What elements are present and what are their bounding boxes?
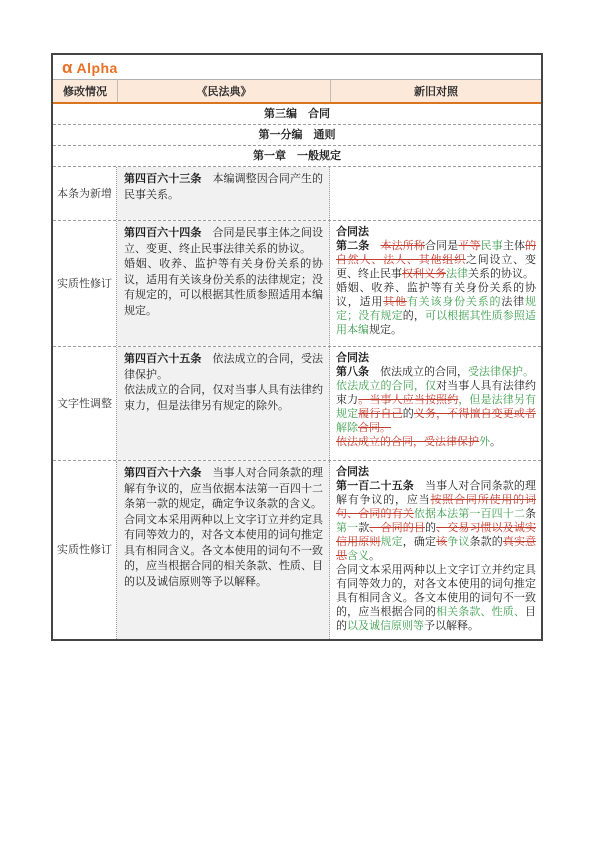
table-row-article-463 xyxy=(53,167,541,221)
table-header-row xyxy=(53,80,541,104)
header-col-comparison: 新旧对照 xyxy=(330,80,541,102)
table-row-article-465 xyxy=(53,347,541,461)
section-row-chapter: 第一章 一般规定 xyxy=(53,146,541,167)
header-col-modification: 修改情况 xyxy=(63,86,107,98)
comparison-text: 合同法 第八条 依法成立的合同，受法律保护。 依法成立的合同，仅对当事人具有法律约束力。当事人应当按照约，但是法律另有规定履行自己的义务，不得擅自变更或者解除合同。 依法成立的合同，受法律保护外。 xyxy=(330,347,541,460)
comparison-text: 合同法 第二条 本法所称合同是平等民事主体的自然人、法人、其他组织之间设立、变更、终止民事权利义务法律关系的协议。 婚姻、收养、监护等有关身份关系的协议，适用其他有关该身份关系的法律规定；没有规定的，可以根据其性质参照适用本编规定。 xyxy=(330,221,541,346)
comparison-table xyxy=(51,53,543,641)
modification-status-label: 文字性调整 xyxy=(53,347,117,460)
civil-code-text: 第四百六十六条 当事人对合同条款的理解有争议的，应当依据本法第一百四十二条第一款的规定，确定争议条款的含义。 合同文本采用两种以上文字订立并约定具有同等效力的，对各文本使用的词句推定具有相同含义。各文本使用的词句不一致的，应当根据合同的相关条款、性质、目的以及诚信原则等予以解释。 xyxy=(117,461,330,639)
brand-name: Alpha xyxy=(76,59,118,76)
comparison-text xyxy=(330,167,541,220)
header-col-civil-code: 《民法典》 xyxy=(117,80,330,102)
civil-code-text: 第四百六十三条 本编调整因合同产生的民事关系。 xyxy=(117,167,330,220)
modification-status-label: 实质性修订 xyxy=(53,461,117,639)
section-row-part: 第三编 合同 xyxy=(53,104,541,125)
comparison-text: 合同法 第一百二十五条 当事人对合同条款的理解有争议的，应当按照合同所使用的词句、合同的有关依据本法第一百四十二条第一款、合同的目的、交易习惯以及诚实信用原则规定，确定该争议条款的真实意思含义。 合同文本采用两种以上文字订立并约定具有同等效力的，对各文本使用的词句推定具有相同含义。各文本使用的词句不一致的，应当根据合同的相关条款、性质、目的以及诚信原则等予以解释。 xyxy=(330,461,541,639)
modification-status-label: 实质性修订 xyxy=(53,221,117,346)
brand-logo xyxy=(62,59,118,76)
table-row-article-464 xyxy=(53,221,541,347)
logo-row xyxy=(53,55,541,80)
civil-code-text: 第四百六十四条 合同是民事主体之间设立、变更、终止民事法律关系的协议。 婚姻、收养、监护等有关身份关系的协议，适用有关该身份关系的法律规定；没有规定的，可以根据其性质参照适用本编规定。 xyxy=(117,221,330,346)
civil-code-text: 第四百六十五条 依法成立的合同，受法律保护。 依法成立的合同，仅对当事人具有法律约束力，但是法律另有规定的除外。 xyxy=(117,347,330,460)
table-row-article-466 xyxy=(53,461,541,639)
modification-status-label: 本条为新增 xyxy=(53,167,117,220)
alpha-icon: α xyxy=(62,57,73,77)
section-row-division: 第一分编 通则 xyxy=(53,125,541,146)
